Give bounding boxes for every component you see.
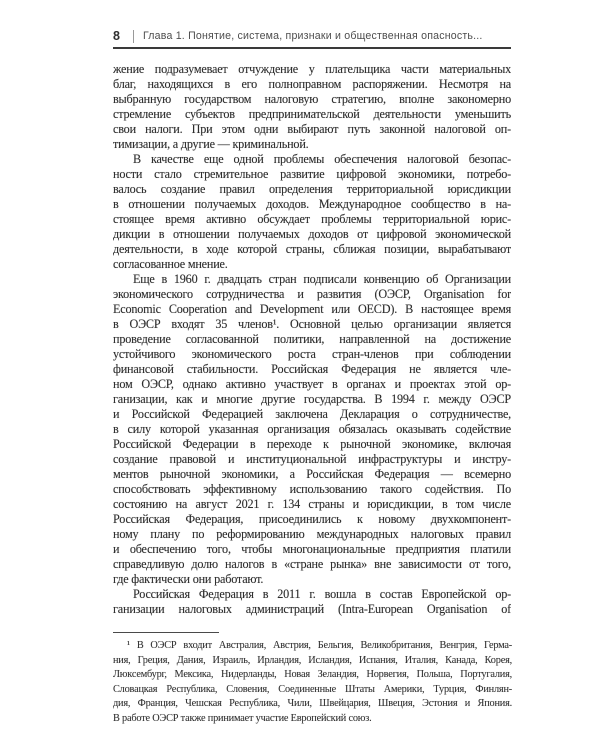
text-line: в ОЭСР входят 35 членов¹. Основной целью организации является xyxy=(113,317,511,331)
footnote-line: Словацкая Республика, Словения, Соединенные Штаты Америки, Турция, Финлян- xyxy=(113,683,512,695)
body-text xyxy=(113,62,511,617)
text-line: состоянию на август 2021 г. 134 страны и юрисдикции, в том числе xyxy=(113,497,511,511)
text-line: экономического сотрудничества и развития (ОЭСР, Organisation for xyxy=(113,287,511,301)
text-line: создание правовой и институциональной инфраструктуры и инстру- xyxy=(113,452,511,466)
footnote-text xyxy=(113,639,512,727)
text-line: ном ОЭСР, однако активно участвует в органах и проектах этой ор- xyxy=(113,377,511,391)
text-line: В качестве еще одной проблемы обеспечения налоговой безопас- xyxy=(133,152,511,166)
text-line: способствовать эффективному использованию такого содействия. По xyxy=(113,482,511,496)
text-line: валось создание правил определения территориальной юрисдикции xyxy=(113,182,511,196)
text-line: проведение согласованной политики, направленной на достижение xyxy=(113,332,511,346)
footnote-line: Люксембург, Мексика, Нидерланды, Новая Зеландия, Норвегия, Польша, Португалия, xyxy=(113,669,512,681)
text-line: Российская Федерация в 2011 г. вошла в состав Европейской ор- xyxy=(133,587,511,601)
text-line: где фактически они работают. xyxy=(113,572,264,586)
page-number: 8 xyxy=(113,29,120,43)
header-rule xyxy=(113,47,511,49)
header-separator xyxy=(133,30,134,43)
text-line: Российская Федерация, присоединились к новому двухкомпонент- xyxy=(113,512,511,526)
text-line: свои налоги. При этом одни выбирают путь законной налоговой оп- xyxy=(113,122,511,136)
text-line: финансовой стабильности. Российская Федерация не является чле- xyxy=(113,362,511,376)
text-line: дикции в отношении получаемых доходов от цифровой экономической xyxy=(113,227,511,241)
text-line: согласованное мнение. xyxy=(113,257,228,271)
text-line: выбранную государством налоговую стратегию, вполне закономерно xyxy=(113,92,511,106)
text-line: и обеспечению того, чтобы многонациональные предприятия платили xyxy=(113,542,511,556)
text-line: стремление субъектов предпринимательской деятельности уменьшить xyxy=(113,107,511,121)
text-line: Российской Федерации в переходе к рыночной экономике, включая xyxy=(113,437,511,451)
chapter-title: Глава 1. Понятие, система, признаки и общественная опасность... xyxy=(142,30,483,42)
footnote-line: дия, Франция, Чешская Республика, Чили, Швейцария, Швеция, Эстония и Япония. xyxy=(113,698,512,710)
running-header xyxy=(113,28,511,44)
footnote-line: В работе ОЭСР также принимает участие Европейский союз. xyxy=(113,712,372,724)
text-line: Еще в 1960 г. двадцать стран подписали конвенцию об Организации xyxy=(133,272,511,286)
text-line: ганизации налоговых администраций (Intra-European Organisation of xyxy=(113,602,511,616)
text-line: ментов рыночной экономики, а Российская Федерация — всемерно xyxy=(113,467,511,481)
text-line: и Российской Федерацией заключена Декларация о сотрудничестве, xyxy=(113,407,511,421)
footnote-rule xyxy=(113,632,219,633)
text-line: Economic Cooperation and Development или OECD). В настоящее время xyxy=(113,302,511,316)
footnote-line: ния, Греция, Дания, Израиль, Ирландия, Исландия, Испания, Италия, Канада, Корея, xyxy=(113,654,512,666)
text-line: ганизации, как и многие другие государства. В 1994 г. между ОЭСР xyxy=(113,392,511,406)
text-line: тимизации, а другие — криминальной. xyxy=(113,137,309,151)
footnote-line: ¹ В ОЭСР входит Австралия, Австрия, Бельгия, Великобритания, Венгрия, Герма- xyxy=(127,640,512,651)
text-line: справедливую долю налогов в «стране рынка» вне зависимости от того, xyxy=(113,557,511,571)
text-line: в отношении получаемых доходов. Международное сообщество в на- xyxy=(113,197,511,211)
text-line: жение подразумевает отчуждение у плательщика части материальных xyxy=(113,62,511,76)
text-line: ности стало стремительное развитие цифровой экономики, потребо- xyxy=(113,167,511,181)
text-line: деятельности, в ходе которой страны, сближая позиции, вырабатывают xyxy=(113,242,511,256)
text-line: устойчивого экономического роста стран-членов при соблюдении xyxy=(113,347,511,361)
text-line: в силу которой указанная организация обязалась оказывать содействие xyxy=(113,422,511,436)
text-line: ному плану по реформированию международных налоговых правил xyxy=(113,527,511,541)
text-line: стоящее время активно обсуждает проблемы территориальной юрис- xyxy=(113,212,511,226)
text-line: благ, находящихся в его полноправном распоряжении. Несмотря на xyxy=(113,77,511,91)
